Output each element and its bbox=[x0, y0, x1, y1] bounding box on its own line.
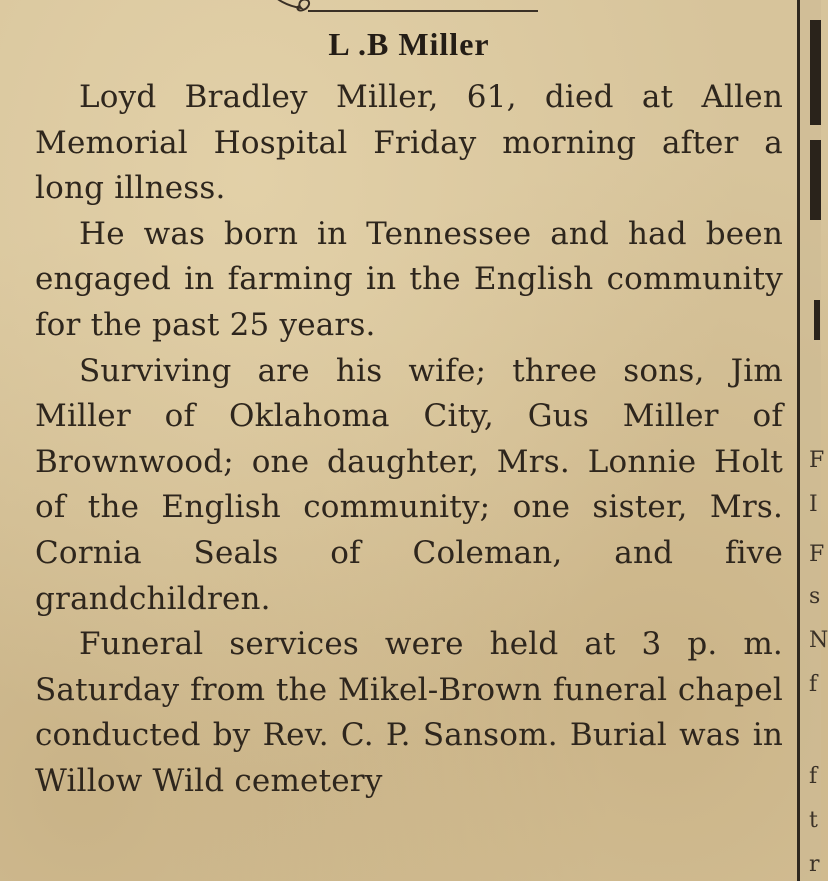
adjacent-heading-fragment bbox=[810, 140, 821, 220]
obituary-paragraph-background: He was born in Tennessee and had been engaged in farming in the English community for the past 25 years. bbox=[35, 215, 783, 343]
adjacent-text-fragment: s bbox=[809, 584, 821, 609]
adjacent-text-fragment: F bbox=[809, 542, 825, 567]
adjacent-text-fragment: I bbox=[809, 492, 818, 517]
obituary-paragraph-death: Loyd Bradley Miller, 61, died at Allen Memorial Hospital Friday morning after a long illness. bbox=[35, 79, 783, 207]
obituary-paragraph-funeral: Funeral services were held at 3 p. m. Saturday from the Mikel-Brown funeral chapel conducted by Rev. C. P. Sansom. Burial was in Willow Wild cemetery bbox=[35, 626, 783, 799]
adjacent-text-fragment: N bbox=[809, 628, 828, 653]
adjacent-heading-fragment bbox=[814, 300, 820, 340]
obituary-paragraph-survivors: Surviving are his wife; three sons, Jim Miller of Oklahoma City, Gus Miller of Brownwood; one daughter, Mrs. Lonnie Holt of the English community; one sister, Mrs. Cornia Seals of Coleman, and five grandchildren. bbox=[35, 352, 783, 617]
top-rule-divider bbox=[308, 10, 538, 12]
adjacent-text-fragment: r bbox=[809, 852, 820, 877]
adjacent-text-fragment: t bbox=[809, 808, 818, 833]
adjacent-heading-fragment bbox=[810, 20, 821, 125]
adjacent-column-fragment bbox=[800, 0, 828, 881]
adjacent-text-fragment: f bbox=[809, 764, 818, 789]
adjacent-text-fragment: f bbox=[809, 672, 818, 697]
obituary-article bbox=[35, 26, 783, 805]
adjacent-text-fragment: F bbox=[809, 448, 825, 473]
obituary-headline: L .B Miller bbox=[328, 26, 490, 62]
